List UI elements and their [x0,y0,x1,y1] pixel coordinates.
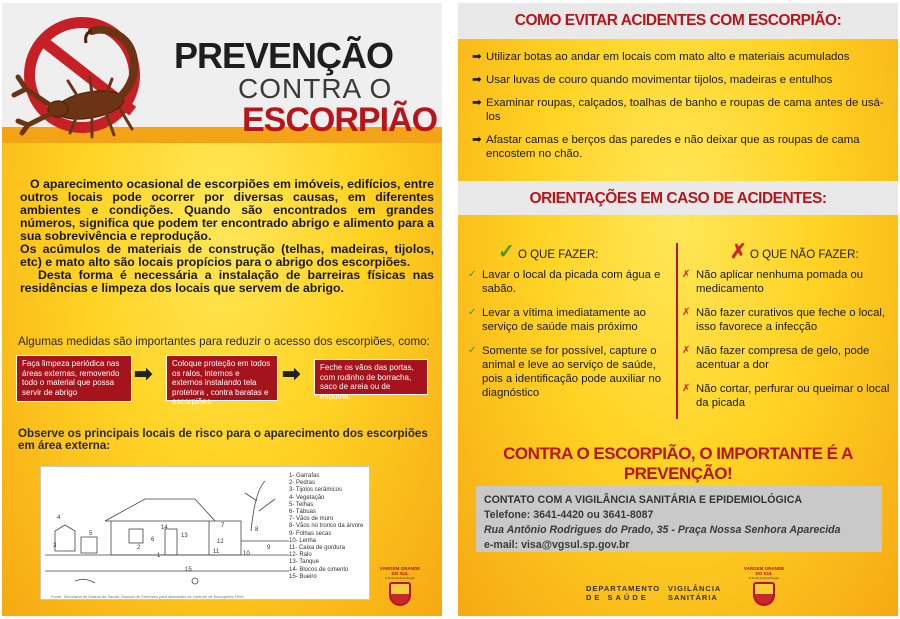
tip-item [472,73,892,87]
do-heading-text: O QUE FAZER: [517,249,599,261]
do-item-text: Levar a vítima imediatamente ao serviço de saúde mais próximo [482,307,646,333]
tip-text: Usar luvas de couro quando movimentar tijolos, madeiras e entulhos [486,74,833,86]
arrow-icon: ➡ [472,74,482,86]
map-number: 5 [89,531,93,537]
map-number: 14 [161,525,168,531]
risk-place: 3- Tijolos cerâmicos [289,487,343,494]
right-panel [458,3,898,616]
logo-name: VARGEM GRANDE DO SUL [743,566,785,576]
cross-icon: ✗ [682,269,691,280]
municipal-logo [742,566,786,606]
map-number: 15 [185,567,192,573]
arrow-icon: ➡ [282,361,301,386]
risk-places-list [289,473,363,581]
risk-place: 13- Tanque [289,559,319,566]
dont-item-text: Não fazer curativos que feche o local, isso favorece a infecção [696,307,886,333]
arrow-icon: ➡ [472,134,482,146]
arrow-icon: ➡ [134,361,153,386]
municipal-logo [378,566,422,606]
map-number: 9 [267,545,271,551]
logo-slogan: A Terra do Aconchego! [748,576,780,580]
prevention-tips [472,50,892,170]
house-yard-drawing [45,471,289,593]
dont-heading-text: O QUE NÃO FAZER: [749,249,859,261]
intro-paragraph-3: Desta forma é necessária a instalação de barreiras físicas nas residências e limpeza dos locais que servem de abrigo. [20,268,434,295]
municipal-crest-icon [753,582,775,606]
scorpion-illustration-icon [8,13,168,141]
arrow-icon: ➡ [472,51,482,63]
dept-line-2: DE SAÚDE [586,593,649,602]
column-divider [676,243,678,419]
dont-item-text: Não fazer compresa de gelo, pode acentuar a dor [696,345,870,371]
risk-place: 6- Tábuas [289,509,316,516]
tip-text: Examinar roupas, calçados, toalhas de banho e roupas de cama antes de usá-los [486,97,884,123]
map-number: 12 [217,539,224,545]
map-number: 7 [221,523,225,529]
arrow-icon: ➡ [472,97,482,109]
risk-place: 15- Bueiro [289,573,317,580]
measure-box-2: Coloque proteção em todos os ralos, internos e externos instalando tela protetora , contra baratas e escorpiões. [166,355,278,401]
dont-list [682,268,894,420]
observe-heading: Observe os principais locais de risco para o aparecimento dos escorpiões em área externa: [18,427,428,452]
risk-place: 1- Garrafas [289,473,320,479]
avoid-title: COMO EVITAR ACIDENTES COM ESCORPIÃO: [514,12,842,29]
left-panel [2,3,442,616]
do-list [468,268,674,410]
map-number: 8 [255,527,259,533]
cross-icon: ✗ [682,307,691,318]
dont-item [682,306,894,334]
sanitary-surveillance [668,584,721,602]
risk-locations-illustration [40,466,370,600]
risk-place: 11- Caixa de gordura [289,545,345,552]
municipal-crest-icon [389,582,411,606]
do-item [468,306,674,334]
risk-place: 5- Telhas [289,501,314,508]
dont-item [682,382,894,410]
title-line-1: PREVENÇÃO [174,35,394,76]
check-icon: ✓ [468,345,477,356]
prevention-slogan: CONTRA O ESCORPIÃO, O IMPORTANTE É A PREVENÇÃO! [503,444,853,483]
source-note: Fonte: Secretaria de Estado da Saúde. Manual de Diretrizes para atividades de controle de Escorpiões 1994. [51,594,245,599]
health-department [586,584,660,602]
do-item [468,344,674,400]
check-icon: ✓ [498,241,515,263]
tip-text: Utilizar botas ao andar em locais com mato alto e materiais acumulados [486,51,850,63]
logo-slogan: A Terra do Aconchego! [384,576,416,580]
risk-place: 9- Folhas secas [289,530,332,537]
map-number: 3 [53,543,57,549]
contact-box [476,486,882,552]
map-number: 4 [57,515,61,521]
map-number: 11 [213,549,220,555]
orient-title: ORIENTAÇÕES EM CASO DE ACIDENTES: [529,190,827,207]
map-number: 13 [181,533,188,539]
intro-paragraph-2: Os acúmulos de materiais de construção (telhas, madeiras, tijolos, etc) e mato alto são locais propícios para o abrigo dos escorpiões. [20,242,434,269]
measure-box-1: Faça limpeza periódica nas áreas externas, removendo todo o material que possa servir de abrigo [16,355,132,402]
map-number: 10 [243,551,250,557]
tip-text: Afastar camas e berços das paredes e não deixar que as roupas de cama encostem no chão. [486,134,860,160]
risk-place: 4- Vegetação [289,494,325,501]
risk-place: 12- Ralo [289,552,312,559]
contact-phone: Telefone: 3641-4420 ou 3641-8087 [484,509,654,521]
measures-heading: Algumas medidas são importantes para reduzir o acesso dos escorpiões, como: [18,335,430,348]
do-item-text: Lavar o local da picada com água e sabão. [482,269,661,295]
dont-item-text: Não aplicar nenhuma pomada ou medicamento [696,269,864,295]
check-icon: ✓ [468,269,477,280]
tip-item [472,50,892,64]
do-heading [498,239,598,264]
contact-address: Rua Antônio Rodrigues do Prado, 35 - Praça Nossa Senhora Aparecida [484,524,841,536]
dept-line-1: DEPARTAMENTO [586,584,661,593]
cross-icon: ✗ [682,383,691,394]
risk-place: 10- Lenha [289,537,317,544]
check-icon: ✓ [468,307,477,318]
risk-place: 14- Blocos de cimento [289,566,349,573]
cross-icon: ✗ [682,345,691,356]
dont-item [682,344,894,372]
logo-name: VARGEM GRANDE DO SUL [379,566,421,576]
cross-icon: ✗ [730,241,747,263]
dont-heading [730,239,859,264]
intro-paragraph-1: O aparecimento ocasional de escorpiões em imóveis, edifícios, entre outros locais pode ocorrer por diversas causas, em diferentes ambientes e condições. Quando são encontrados em grandes números, significa que podem ter encontrado abrigo e alimento para a sua sobrevivência e reprodução. [20,177,434,243]
contact-title: CONTATO COM A VIGILÂNCIA SANITÁRIA E EPIDEMIOLÓGICA [484,494,803,506]
measure-box-3: Feche os vãos das portas, com rodinho de borracha, saco de areia ou de espuma. [314,359,428,395]
visa-line-2: SANITÁRIA [668,593,718,602]
do-item-text: Somente se for possível, capture o animal e leve ao serviço de saúde, pois a identificação pode auxiliar no diagnóstico [482,345,661,399]
contact-email: e-mail: visa@vgsul.sp.gov.br [484,539,630,551]
do-item [468,268,674,296]
map-number: 6 [151,537,155,543]
intro-text [20,178,434,295]
title-line-2: CONTRA O [238,73,393,104]
map-number: 1 [157,553,161,559]
visa-line-1: VIGILÂNCIA [668,584,722,593]
map-number: 2 [137,545,141,551]
title-line-3: ESCORPIÃO [242,101,438,139]
tip-item [472,96,892,124]
dont-item-text: Não cortar, perfurar ou queimar o local da picada [696,383,890,409]
risk-place: 8- Vãos no tronco da árvore [289,523,364,530]
risk-place: 7- Vãos de muro [289,516,334,523]
dont-item [682,268,894,296]
risk-place: 2- Pedras [289,480,316,487]
tip-item [472,133,892,161]
